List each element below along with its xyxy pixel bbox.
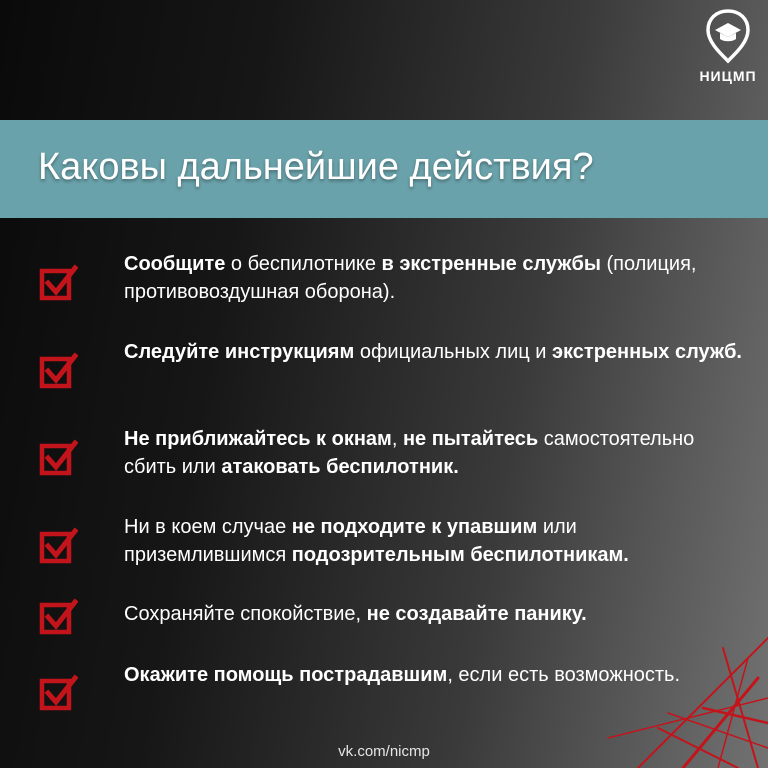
checkbox-checked-icon — [38, 351, 78, 391]
checkbox-checked-icon — [38, 438, 78, 478]
logo-text: НИЦМП — [699, 68, 757, 84]
item-bold-text: атаковать беспилотник. — [221, 456, 459, 478]
item-text — [124, 338, 744, 366]
item-bold-text: Окажите помощь пострадавшим — [124, 664, 448, 686]
item-text — [124, 425, 744, 481]
footer-link[interactable]: vk.com/nicmp — [338, 743, 430, 760]
item-regular-text: Сохраняйте спокойствие, — [124, 603, 367, 625]
item-bold-text: в экстренные службы — [381, 253, 601, 275]
item-bold-text: не пытайтесь — [402, 428, 539, 450]
item-regular-text: о беспилотнике — [225, 253, 382, 275]
checkbox-checked-icon — [38, 263, 78, 303]
checkbox-checked-icon — [38, 526, 78, 566]
item-bold-text: не создавайте панику. — [366, 603, 587, 625]
item-regular-text: , — [391, 428, 403, 450]
brand-logo — [692, 8, 764, 86]
item-text — [124, 513, 744, 569]
item-regular-text: , если есть возможность. — [447, 664, 681, 686]
item-bold-text: подозрительным беспилотникам. — [291, 544, 629, 566]
checkbox-checked-icon — [38, 673, 78, 713]
item-bold-text: Сообщите — [124, 253, 226, 275]
item-bold-text: не подходите к упавшим — [291, 516, 538, 538]
item-bold-text: экстренных служб. — [552, 341, 742, 363]
item-regular-text: или приземлившимся — [124, 516, 577, 566]
item-bold-text: Не приближайтесь к окнам — [124, 428, 392, 450]
item-regular-text: (полиция, противовоздушная оборона). — [124, 253, 697, 303]
item-text — [124, 250, 744, 306]
title-band — [0, 120, 768, 218]
checkbox-checked-icon — [38, 597, 78, 637]
item-bold-text: Следуйте инструкциям — [124, 341, 355, 363]
graduation-cap-pin-icon — [704, 8, 752, 64]
item-regular-text: самостоятельно сбить или — [124, 428, 695, 478]
item-regular-text: официальных лиц и — [354, 341, 552, 363]
item-regular-text: Ни в коем случае — [124, 516, 292, 538]
page-title: Каковы дальнейшие действия? — [38, 146, 594, 188]
